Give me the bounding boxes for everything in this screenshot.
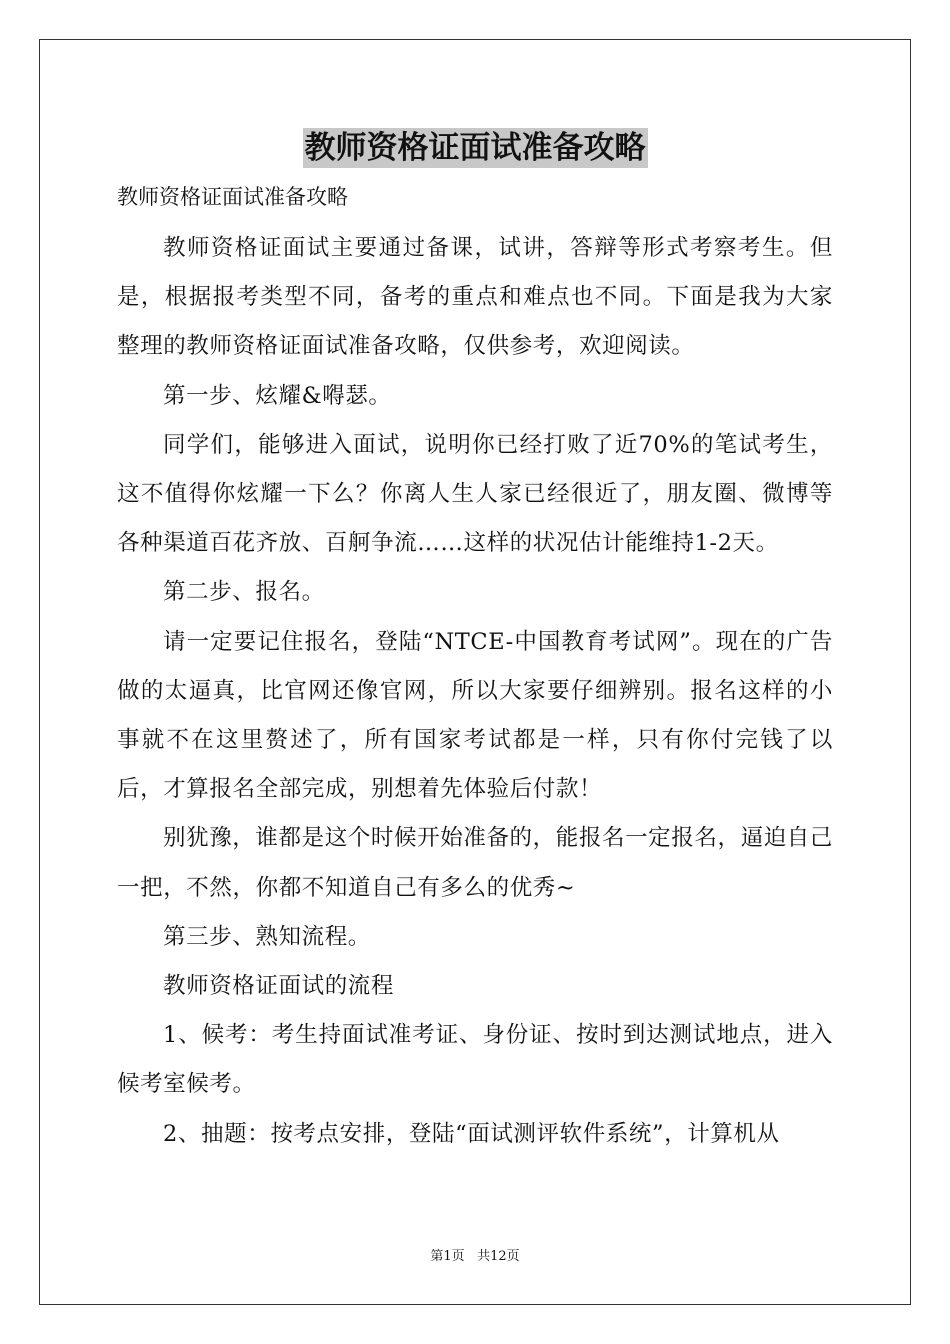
document-title: 教师资格证面试准备攻略	[304, 130, 646, 166]
page-number: 第1页	[430, 1249, 465, 1264]
paragraph: 2、抽题：按考点安排，登陆“面试测评软件系统”，计算机从	[163, 1120, 780, 1147]
paragraph: 同学们，能够进入面试，说明你已经打败了近70%的笔试考生，这不值得你炫耀一下么？你离人生人家已经很近了，朋友圈、微博等各种渠道百花齐放、百舸争流……这样的状况估计能维持1-2天。	[117, 431, 833, 557]
paragraph: 请一定要记住报名，登陆“NTCE-中国教育考试网”。现在的广告做的太逼真，比官网还像官网，所以大家要仔细辨别。报名这样的小事就不在这里赘述了，所有国家考试都是一样，只有你付完钱了以后，才算报名全部完成，别想着先体验后付款！	[117, 628, 833, 803]
paragraph: 第一步、炫耀&嘚瑟。	[163, 382, 392, 409]
paragraph: 别犹豫，谁都是这个时候开始准备的，能报名一定报名，逼迫自己一把，不然，你都不知道自己有多么的优秀~	[117, 825, 833, 901]
page-total: 共12页	[477, 1249, 520, 1264]
paragraph: 1、候考：考生持面试准考证、身份证、按时到达测试地点，进入候考室候考。	[117, 1022, 833, 1098]
paragraph: 第三步、熟知流程。	[163, 923, 371, 950]
page-footer	[0, 1248, 950, 1266]
paragraph: 第二步、报名。	[163, 579, 325, 606]
document-subtitle: 教师资格证面试准备攻略	[117, 185, 348, 209]
document-body	[117, 174, 833, 1159]
title-wrap	[0, 128, 950, 168]
paragraph: 教师资格证面试的流程	[163, 973, 395, 1000]
paragraph: 教师资格证面试主要通过备课，试讲，答辩等形式考察考生。但是，根据报考类型不同，备考的重点和难点也不同。下面是我为大家整理的教师资格证面试准备攻略，仅供参考，欢迎阅读。	[117, 235, 833, 360]
